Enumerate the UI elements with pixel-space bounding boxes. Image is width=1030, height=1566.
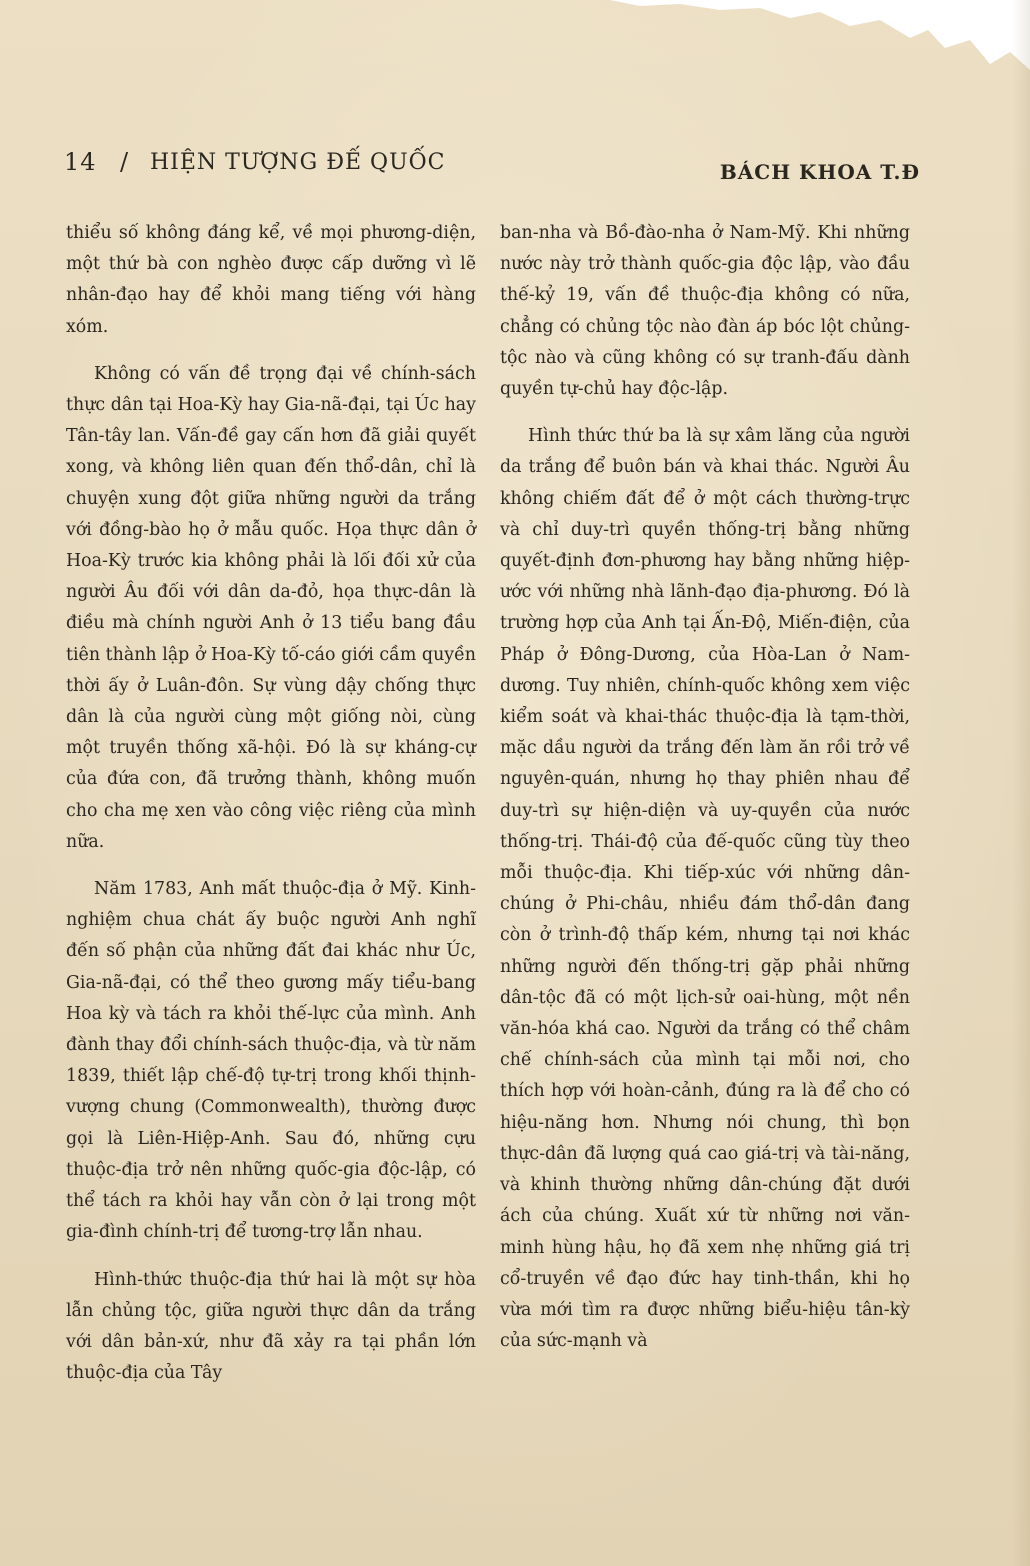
paragraph: ban-nha và Bồ-đào-nha ở Nam-Mỹ. Khi những nước này trở thành quốc-gia độc lập, vào đầu thế-kỷ 19, vấn đề thuộc-địa không có nữa, chẳng có chủng tộc nào đàn áp bóc lột chủng-tộc nào và cũng không có sự tranh-đấu dành quyền tự-chủ hay độc-lập. [500,223,910,400]
left-column [66,218,476,1389]
book-title: HIỆN TƯỢNG ĐẾ QUỐC [150,150,446,175]
paragraph: Hình-thức thuộc-địa thứ hai là một sự hòa lẫn chủng tộc, giữa người thực dân da trắng với dân bản-xứ, như đã xảy ra tại phần lớn thuộc-địa của Tây [66,1269,476,1384]
header-separator: / [120,148,129,176]
torn-corner [610,0,1030,70]
page-number: 14 [64,148,97,176]
paragraph: thiểu số không đáng kể, về mọi phương-diện, một thứ bà con nghèo được cấp dưỡng vì lẽ nhân-đạo hay để khỏi mang tiếng với hàng xóm. [66,223,476,337]
running-header [64,148,920,188]
right-column [500,218,910,1357]
paragraph: Năm 1783, Anh mất thuộc-địa ở Mỹ. Kinh-nghiệm chua chát ấy buộc người Anh nghĩ đến số phận của những đất đai khác như Úc, Gia-nã-đại, có thể theo gương mấy tiểu-bang Hoa kỳ và tách ra khỏi thế-lực của mình. Anh đành thay đổi chính-sách thuộc-địa, và từ năm 1839, thiết lập chế-độ tự-trị trong khối thịnh-vượng chung (Commonwealth), thường được gọi là Liên-Hiệp-Anh. Sau đó, những cựu thuộc-địa trở nên những quốc-gia độc-lập, có thể tách ra khỏi hay vẫn còn ở lại trong một gia-đình chính-trị để tương-trợ lẫn nhau. [66,879,476,1243]
series-title: BÁCH KHOA T.Đ [719,160,920,184]
paragraph: Không có vấn đề trọng đại về chính-sách thực dân tại Hoa-Kỳ hay Gia-nã-đại, tại Úc hay Tân-tây lan. Vấn-đề gay cấn hơn đã giải quyết xong, và không liên quan đến thổ-dân, chỉ là chuyện xung đột giữa những người da trắng với đồng-bào họ ở mẫu quốc. Họa thực dân ở Hoa-Kỳ trước kia không phải là lối đối xử của người Âu đối với dân da-đỏ, họa thực-dân là điều mà chính người Anh ở 13 tiểu bang đầu tiên thành lập ở Hoa-Kỳ tố-cáo giới cầm quyền thời ấy ở Luân-đôn. Sự vùng dậy chống thực dân là của người cùng một giống nòi, cùng một truyền thống xã-hội. Đó là sự kháng-cự của đứa con, đã trưởng thành, không muốn cho cha mẹ xen vào công việc riêng của mình nữa. [66,363,476,852]
page-edge-shadow [1012,0,1030,1566]
paragraph: Hình thức thứ ba là sự xâm lăng của người da trắng để buôn bán và khai thác. Người Âu không chiếm đất để ở một cách thường-trực và chỉ duy-trì quyền thống-trị bằng những quyết-định đơn-phương hay bằng những hiệp-ước với những nhà lãnh-đạo địa-phương. Đó là trường hợp của Anh tại Ấn-Độ, Miến-điện, của Pháp ở Đông-Dương, của Hòa-Lan ở Nam-dương. Tuy nhiên, chính-quốc không xem việc kiểm soát và khai-thác thuộc-địa là tạm-thời, mặc dầu người da trắng đến làm ăn rồi trở về nguyên-quán, nhưng họ thay phiên nhau để duy-trì sự hiện-diện và uy-quyền của nước thống-trị. Thái-độ của đế-quốc cũng tùy theo mỗi thuộc-địa. Khi tiếp-xúc với những dân-chúng ở Phi-châu, nhiều đám thổ-dân đang còn ở trình-độ thấp kém, nhưng tại nơi khác những người đến thống-trị gặp phải những dân-tộc đã có một lịch-sử oai-hùng, một nền văn-hóa khá cao. Người da trắng có thể châm chế chính-sách của mình tại mỗi nơi, cho thích hợp với hoàn-cảnh, đúng ra là để cho có hiệu-năng hơn. Nhưng nói chung, thì bọn thực-dân đã lượng quá cao giá-trị và tài-năng, và khinh thường những dân-chúng đặt dưới ách của chúng. Xuất xứ từ những nơi văn-minh hùng hậu, họ đã xem nhẹ những giá trị cổ-truyền về đạo đức hay tinh-thần, khi họ vừa mới tìm ra được những biểu-hiệu tân-kỳ của sức-mạnh và [500,426,910,1352]
